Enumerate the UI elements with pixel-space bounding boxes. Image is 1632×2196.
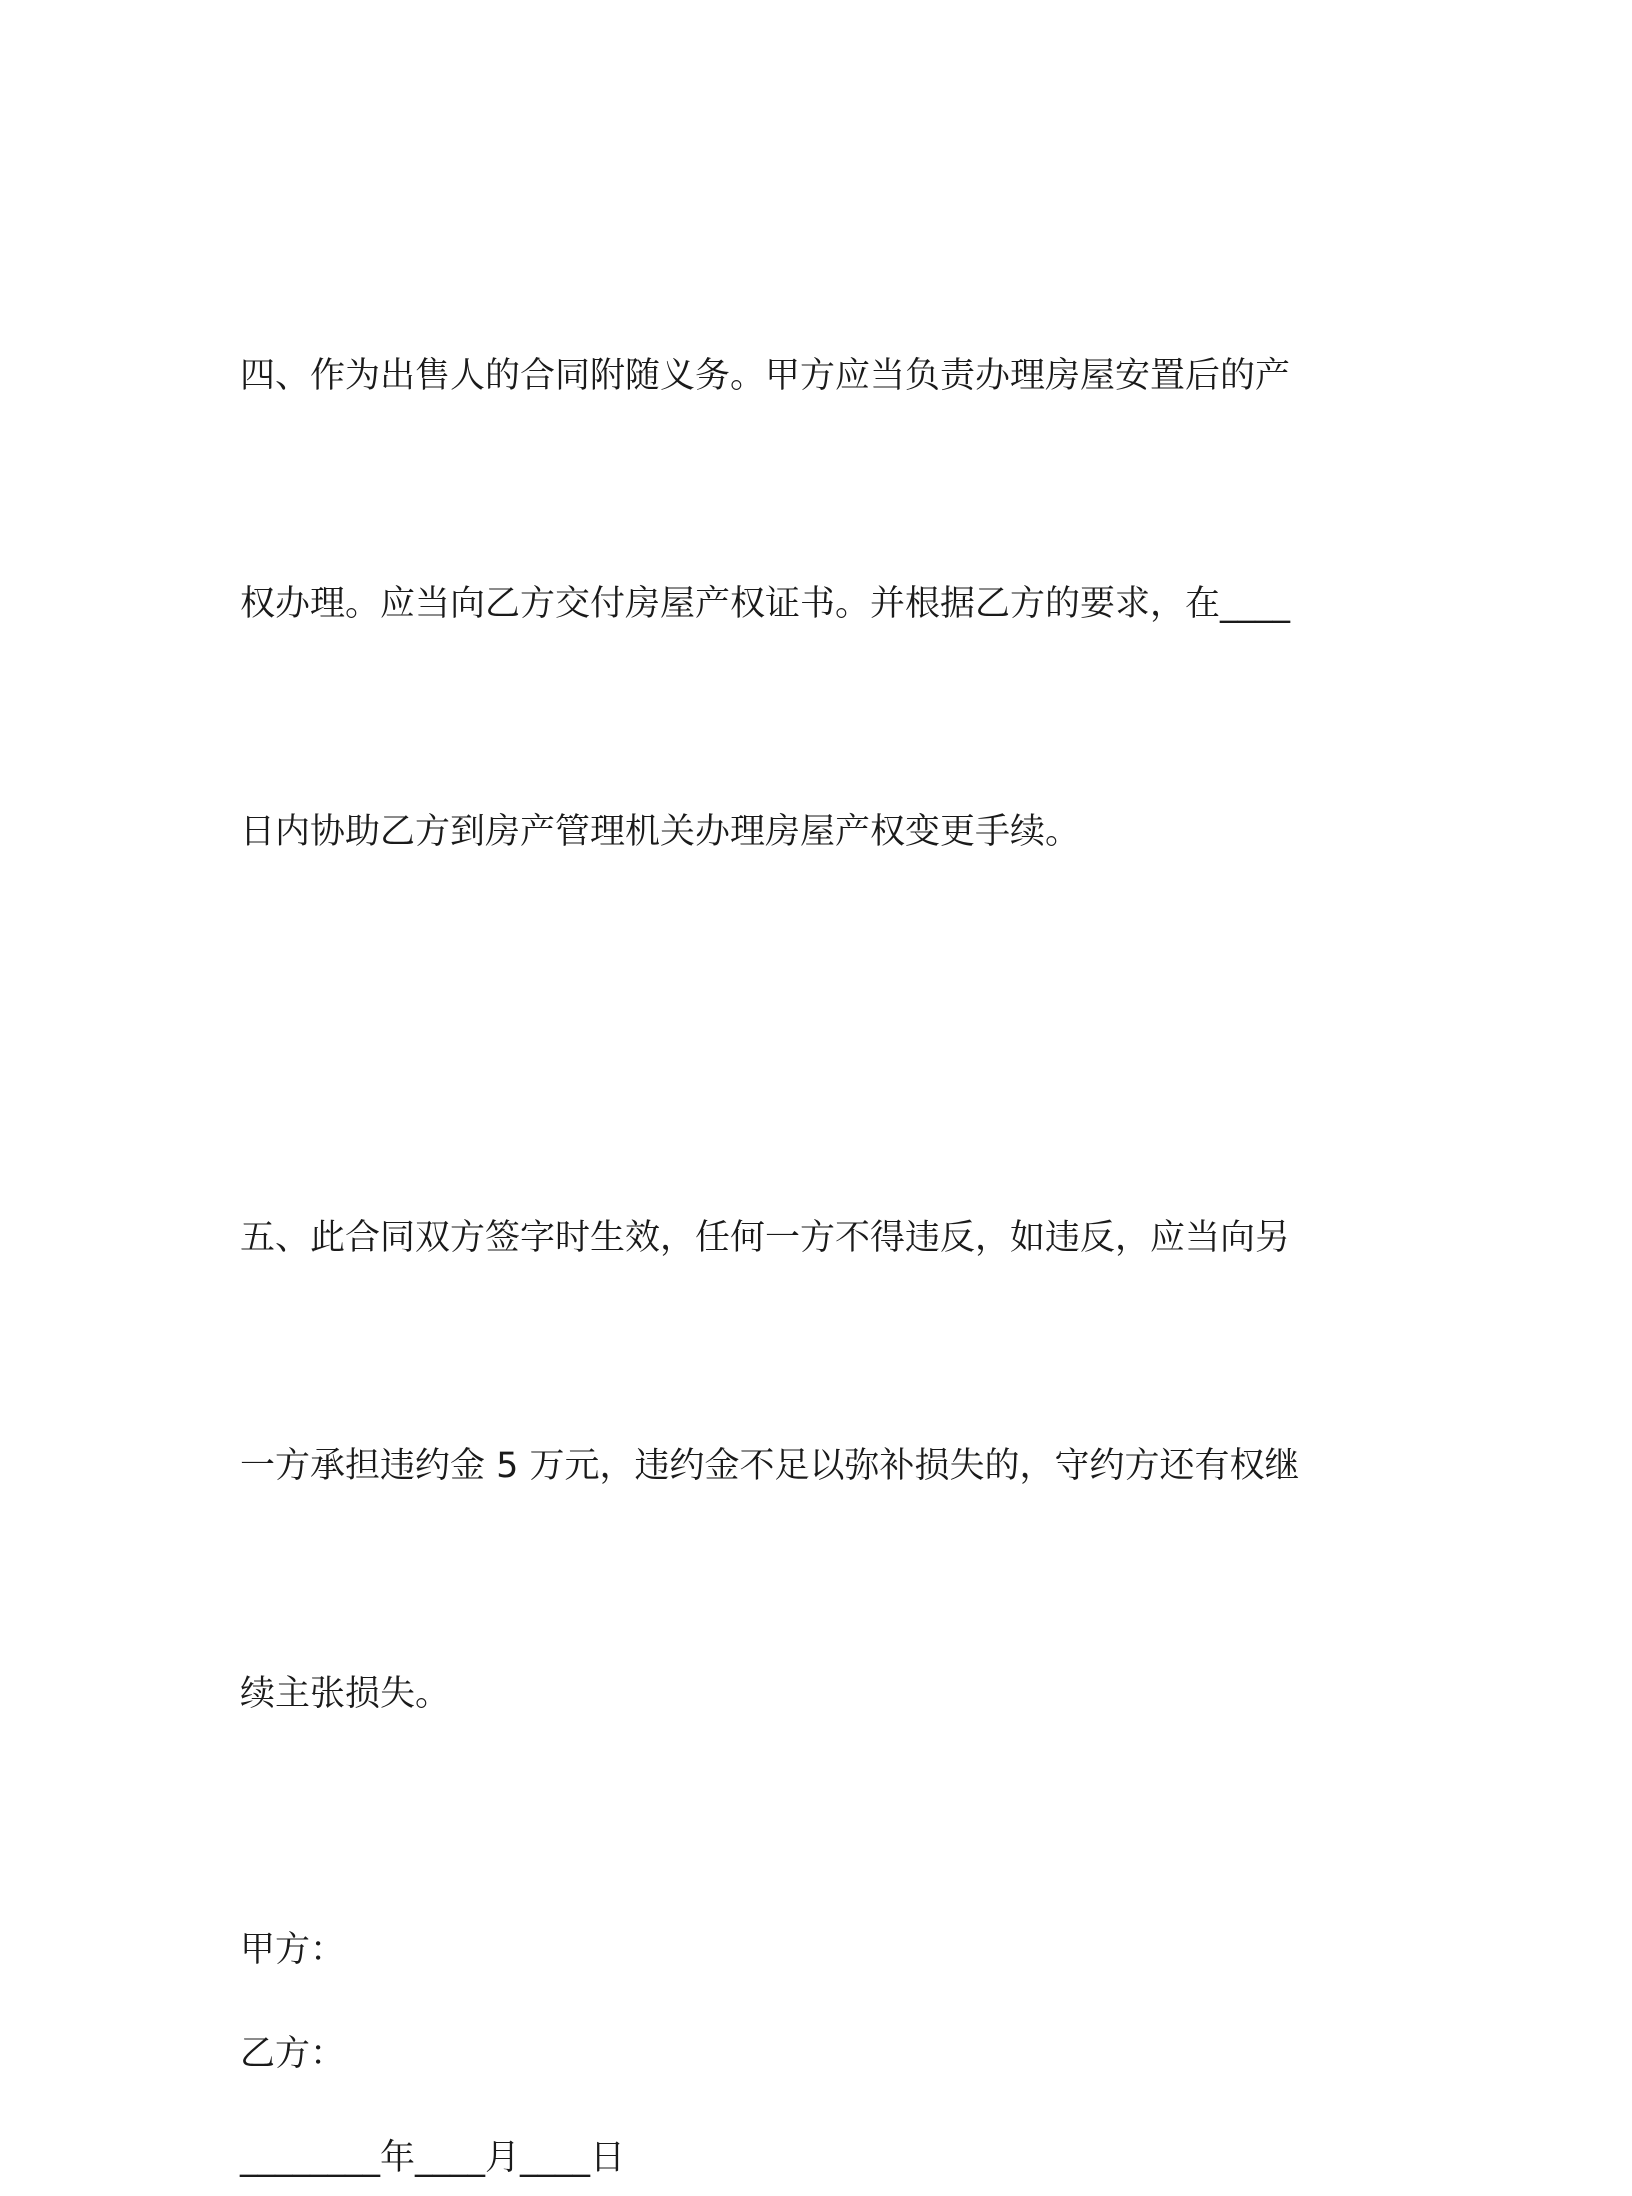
paragraph-spacer [240, 1988, 1360, 2016]
clause-4-line-3: 日内协助乙方到房产管理机关办理房屋产权变更手续。 [240, 812, 1081, 852]
clause-4-line-2: 权办理。应当向乙方交付房屋产权证书。并根据乙方的要求，在____ [240, 584, 1291, 624]
clause-5 [240, 1048, 1360, 1884]
clause-4-line-1: 四、作为出售人的合同附随义务。甲方应当负责办理房屋安置后的产 [240, 356, 1291, 396]
party-a-signature-label: 甲方： [240, 1930, 346, 1970]
party-b-signature-label: 乙方： [240, 2034, 346, 2074]
paragraph-spacer [240, 1884, 1360, 1912]
clause-5-line-2: 一方承担违约金 5 万元，违约金不足以弥补损失的，守约方还有权继 [240, 1446, 1300, 1486]
paragraph-spacer [240, 1022, 1360, 1048]
paragraph-spacer [240, 2092, 1360, 2120]
signature-date-line: ________年____月____日 [240, 2138, 626, 2178]
document-body [240, 186, 1360, 2196]
clause-4 [240, 186, 1360, 1022]
clause-5-line-3: 续主张损失。 [240, 1674, 451, 1714]
clause-5-line-1: 五、此合同双方签字时生效，任何一方不得违反，如违反，应当向另 [240, 1218, 1291, 1258]
